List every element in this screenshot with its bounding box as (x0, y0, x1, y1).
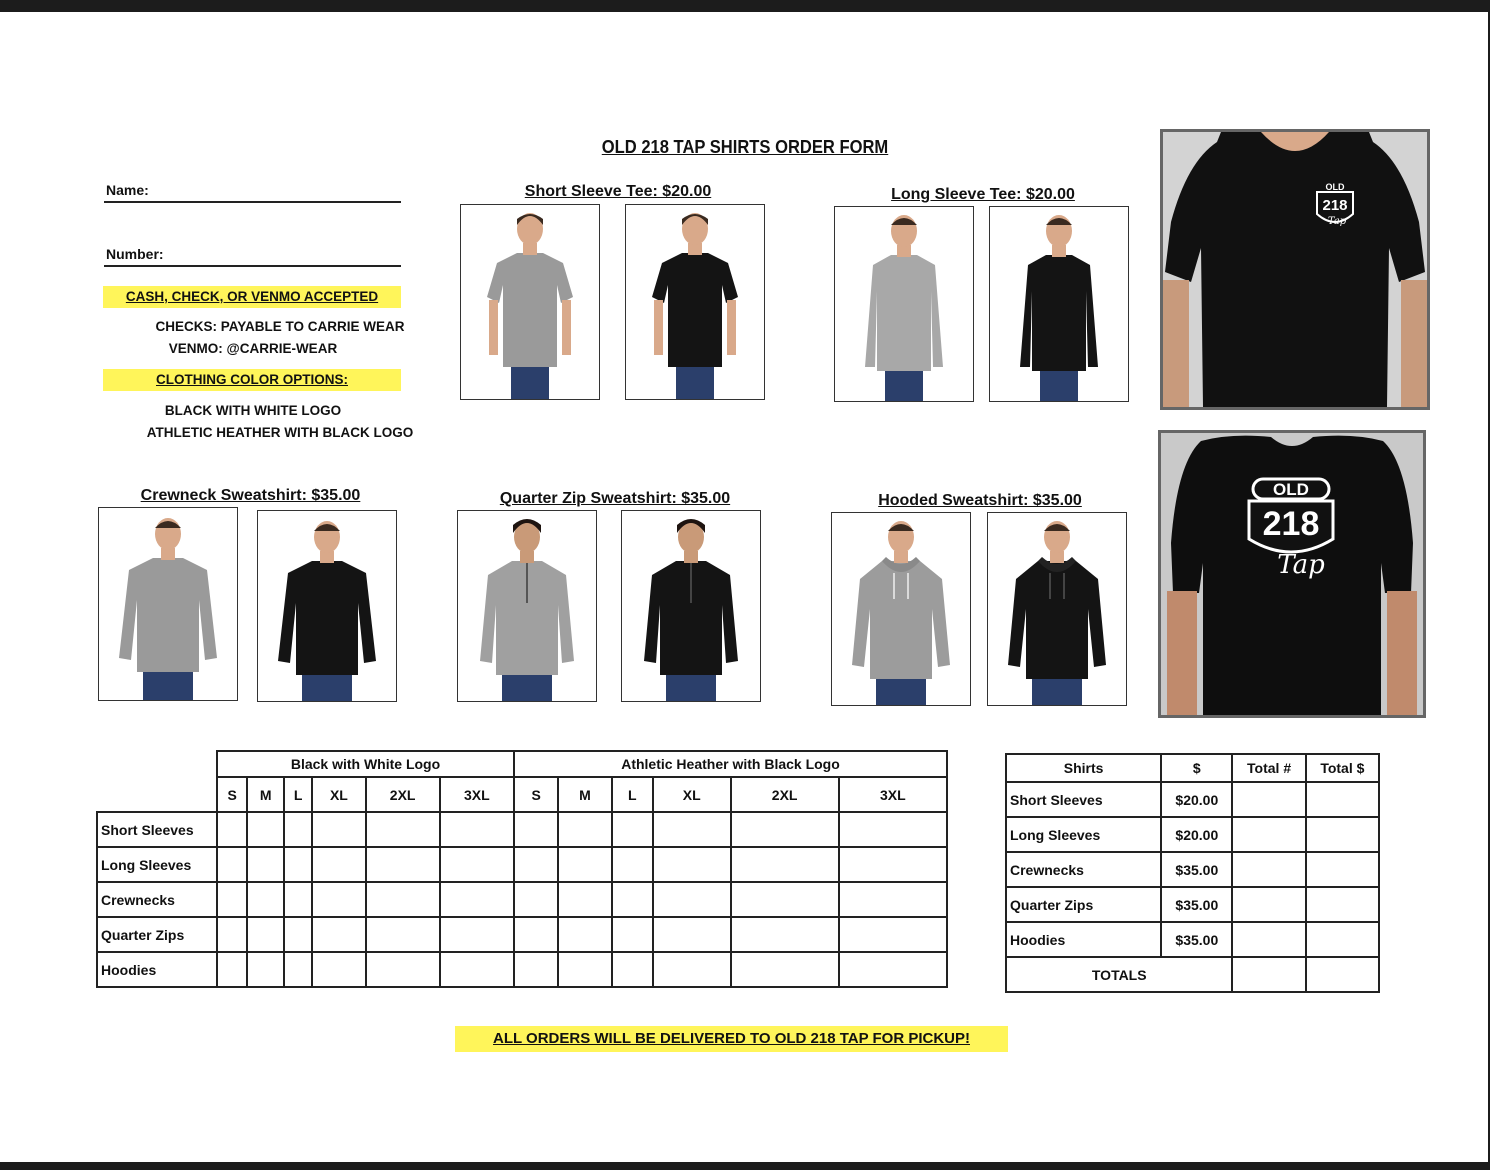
grid-row-label: Crewnecks (97, 882, 217, 917)
price-item: Crewnecks (1006, 852, 1161, 887)
price-header-row (1006, 754, 1379, 782)
size-header: 3XL (440, 777, 514, 812)
quantity-cell[interactable] (558, 917, 611, 952)
order-grid (96, 750, 948, 988)
quantity-cell[interactable] (558, 952, 611, 987)
total-count-cell[interactable] (1232, 817, 1305, 852)
crewneck-heather-photo (98, 507, 238, 701)
quantity-cell[interactable] (312, 812, 365, 847)
quantity-cell[interactable] (366, 917, 440, 952)
grid-row-label: Hoodies (97, 952, 217, 987)
quantity-cell[interactable] (839, 812, 947, 847)
price-item: Short Sleeves (1006, 782, 1161, 817)
short-sleeve-heather-figure (461, 205, 599, 399)
grid-row (97, 812, 947, 847)
payment-heading: CASH, CHECK, OR VENMO ACCEPTED (103, 286, 401, 308)
grand-total-count[interactable] (1232, 957, 1305, 992)
quantity-cell[interactable] (284, 812, 312, 847)
quantity-cell[interactable] (247, 847, 284, 882)
price-row (1006, 887, 1379, 922)
quarter-zip-heather-photo (457, 510, 597, 702)
quarter-zip-black-photo (621, 510, 761, 702)
name-field-line[interactable] (104, 201, 401, 203)
color-options-heading: CLOTHING COLOR OPTIONS: (103, 369, 401, 391)
total-count-cell[interactable] (1232, 782, 1305, 817)
quantity-cell[interactable] (514, 952, 558, 987)
small-logo-old: OLD (1325, 182, 1345, 192)
grid-corner-blank (97, 751, 217, 777)
grid-row-label: Short Sleeves (97, 812, 217, 847)
quantity-cell[interactable] (731, 812, 839, 847)
total-count-cell[interactable] (1232, 852, 1305, 887)
quantity-cell[interactable] (312, 847, 365, 882)
size-header: XL (312, 777, 365, 812)
quantity-cell[interactable] (514, 812, 558, 847)
quantity-cell[interactable] (731, 917, 839, 952)
size-header: L (284, 777, 312, 812)
quantity-cell[interactable] (653, 847, 731, 882)
quantity-cell[interactable] (247, 812, 284, 847)
long-sleeve-black-figure (990, 207, 1128, 401)
quantity-cell[interactable] (217, 812, 247, 847)
quantity-cell[interactable] (653, 952, 731, 987)
price-header: Total # (1232, 754, 1305, 782)
size-header: XL (653, 777, 731, 812)
price-item: Long Sleeves (1006, 817, 1161, 852)
crewneck-title: Crewneck Sweatshirt: $35.00 (140, 487, 361, 504)
price-row (1006, 922, 1379, 957)
grid-corner-blank (97, 777, 217, 812)
price-value: $20.00 (1161, 817, 1232, 852)
hoodie-heather-photo (831, 512, 971, 706)
tee-front-figure (1163, 132, 1427, 407)
checks-info: CHECKS: PAYABLE TO CARRIE WEAR (155, 319, 405, 334)
quantity-cell[interactable] (839, 882, 947, 917)
quantity-cell[interactable] (312, 882, 365, 917)
quantity-cell[interactable] (612, 882, 653, 917)
price-item: Quarter Zips (1006, 887, 1161, 922)
tee-large-logo-photo (1158, 430, 1426, 718)
price-header: $ (1161, 754, 1232, 782)
price-row (1006, 782, 1379, 817)
small-logo-script: Tap (1327, 216, 1347, 227)
quantity-cell[interactable] (247, 917, 284, 952)
quantity-cell[interactable] (558, 812, 611, 847)
long-sleeve-title: Long Sleeve Tee: $20.00 (891, 186, 1075, 203)
long-sleeve-heather-figure (835, 207, 973, 401)
size-header: M (558, 777, 611, 812)
quantity-cell[interactable] (366, 882, 440, 917)
quantity-cell[interactable] (514, 917, 558, 952)
price-header: Total $ (1306, 754, 1379, 782)
quantity-cell[interactable] (514, 847, 558, 882)
price-row (1006, 817, 1379, 852)
quantity-cell[interactable] (440, 847, 514, 882)
grid-group-header-row (97, 751, 947, 777)
totals-row (1006, 957, 1379, 992)
quantity-cell[interactable] (653, 917, 731, 952)
grand-total-dollar[interactable] (1306, 957, 1379, 992)
quantity-cell[interactable] (839, 917, 947, 952)
long-sleeve-heather-photo (834, 206, 974, 402)
order-form-sheet (0, 12, 1488, 1162)
total-count-cell[interactable] (1232, 887, 1305, 922)
quantity-cell[interactable] (731, 847, 839, 882)
quantity-cell[interactable] (558, 882, 611, 917)
price-row (1006, 852, 1379, 887)
quantity-cell[interactable] (366, 952, 440, 987)
price-header: Shirts (1006, 754, 1161, 782)
quantity-cell[interactable] (247, 882, 284, 917)
grid-row (97, 952, 947, 987)
quantity-cell[interactable] (558, 847, 611, 882)
quantity-cell[interactable] (284, 917, 312, 952)
quantity-cell[interactable] (514, 882, 558, 917)
grid-row (97, 847, 947, 882)
quantity-cell[interactable] (440, 917, 514, 952)
quantity-cell[interactable] (312, 952, 365, 987)
short-sleeve-title: Short Sleeve Tee: $20.00 (524, 183, 712, 200)
quantity-cell[interactable] (731, 882, 839, 917)
crewneck-black-figure (258, 511, 396, 701)
quantity-cell[interactable] (284, 847, 312, 882)
grid-row-label: Long Sleeves (97, 847, 217, 882)
quantity-cell[interactable] (366, 812, 440, 847)
grid-size-header-row (97, 777, 947, 812)
size-header: 2XL (731, 777, 839, 812)
size-header: L (612, 777, 653, 812)
size-header: S (514, 777, 558, 812)
quantity-cell[interactable] (612, 917, 653, 952)
hoodie-heather-figure (832, 513, 970, 705)
form-title: OLD 218 TAP SHIRTS ORDER FORM (601, 137, 889, 157)
long-sleeve-black-photo (989, 206, 1129, 402)
quantity-cell[interactable] (839, 952, 947, 987)
short-sleeve-black-photo (625, 204, 765, 400)
total-dollar-cell[interactable] (1306, 852, 1379, 887)
quantity-cell[interactable] (653, 882, 731, 917)
size-header: M (247, 777, 284, 812)
group-black-white-logo: Black with White Logo (217, 751, 514, 777)
small-logo-number: 218 (1322, 197, 1348, 214)
large-logo-script: Tap (1277, 550, 1325, 580)
quantity-cell[interactable] (217, 882, 247, 917)
quantity-cell[interactable] (284, 882, 312, 917)
quantity-cell[interactable] (366, 847, 440, 882)
quantity-cell[interactable] (612, 952, 653, 987)
short-sleeve-black-figure (626, 205, 764, 399)
name-label: Name: (106, 182, 149, 198)
tee-large-figure (1161, 433, 1423, 715)
grid-row (97, 882, 947, 917)
crewneck-black-photo (257, 510, 397, 702)
short-sleeve-heather-photo (460, 204, 600, 400)
totals-label: TOTALS (1006, 957, 1232, 992)
quantity-cell[interactable] (440, 812, 514, 847)
quantity-cell[interactable] (612, 847, 653, 882)
quantity-cell[interactable] (247, 952, 284, 987)
price-table (1005, 753, 1380, 993)
size-header: 3XL (839, 777, 947, 812)
quantity-cell[interactable] (217, 917, 247, 952)
quarter-zip-black-figure (622, 511, 760, 701)
quantity-cell[interactable] (217, 952, 247, 987)
large-logo-number: 218 (1262, 505, 1320, 543)
color-option-2: ATHLETIC HEATHER WITH BLACK LOGO (146, 425, 414, 440)
quarter-zip-title: Quarter Zip Sweatshirt: $35.00 (499, 490, 731, 507)
total-dollar-cell[interactable] (1306, 782, 1379, 817)
hoodie-black-figure (988, 513, 1126, 705)
total-dollar-cell[interactable] (1306, 817, 1379, 852)
quantity-cell[interactable] (653, 812, 731, 847)
large-logo-old: OLD (1273, 480, 1309, 499)
total-dollar-cell[interactable] (1306, 887, 1379, 922)
total-dollar-cell[interactable] (1306, 922, 1379, 957)
number-field-line[interactable] (104, 265, 401, 267)
hoodie-title: Hooded Sweatshirt: $35.00 (878, 492, 1082, 509)
quantity-cell[interactable] (731, 952, 839, 987)
group-heather-black-logo: Athletic Heather with Black Logo (514, 751, 947, 777)
quantity-cell[interactable] (284, 952, 312, 987)
quantity-cell[interactable] (440, 952, 514, 987)
price-value: $35.00 (1161, 887, 1232, 922)
crewneck-heather-figure (99, 508, 237, 700)
price-value: $35.00 (1161, 922, 1232, 957)
quantity-cell[interactable] (440, 882, 514, 917)
grid-row-label: Quarter Zips (97, 917, 217, 952)
tee-front-logo-photo (1160, 129, 1430, 410)
pickup-notice: ALL ORDERS WILL BE DELIVERED TO OLD 218 TAP FOR PICKUP! (455, 1026, 1008, 1052)
quantity-cell[interactable] (217, 847, 247, 882)
color-option-1: BLACK WITH WHITE LOGO (164, 403, 342, 418)
price-item: Hoodies (1006, 922, 1161, 957)
quarter-zip-heather-figure (458, 511, 596, 701)
quantity-cell[interactable] (612, 812, 653, 847)
quantity-cell[interactable] (312, 917, 365, 952)
venmo-info: VENMO: @CARRIE-WEAR (168, 341, 338, 356)
quantity-cell[interactable] (839, 847, 947, 882)
price-value: $20.00 (1161, 782, 1232, 817)
total-count-cell[interactable] (1232, 922, 1305, 957)
size-header: S (217, 777, 247, 812)
size-header: 2XL (366, 777, 440, 812)
hoodie-black-photo (987, 512, 1127, 706)
number-label: Number: (106, 246, 164, 262)
price-value: $35.00 (1161, 852, 1232, 887)
grid-row (97, 917, 947, 952)
